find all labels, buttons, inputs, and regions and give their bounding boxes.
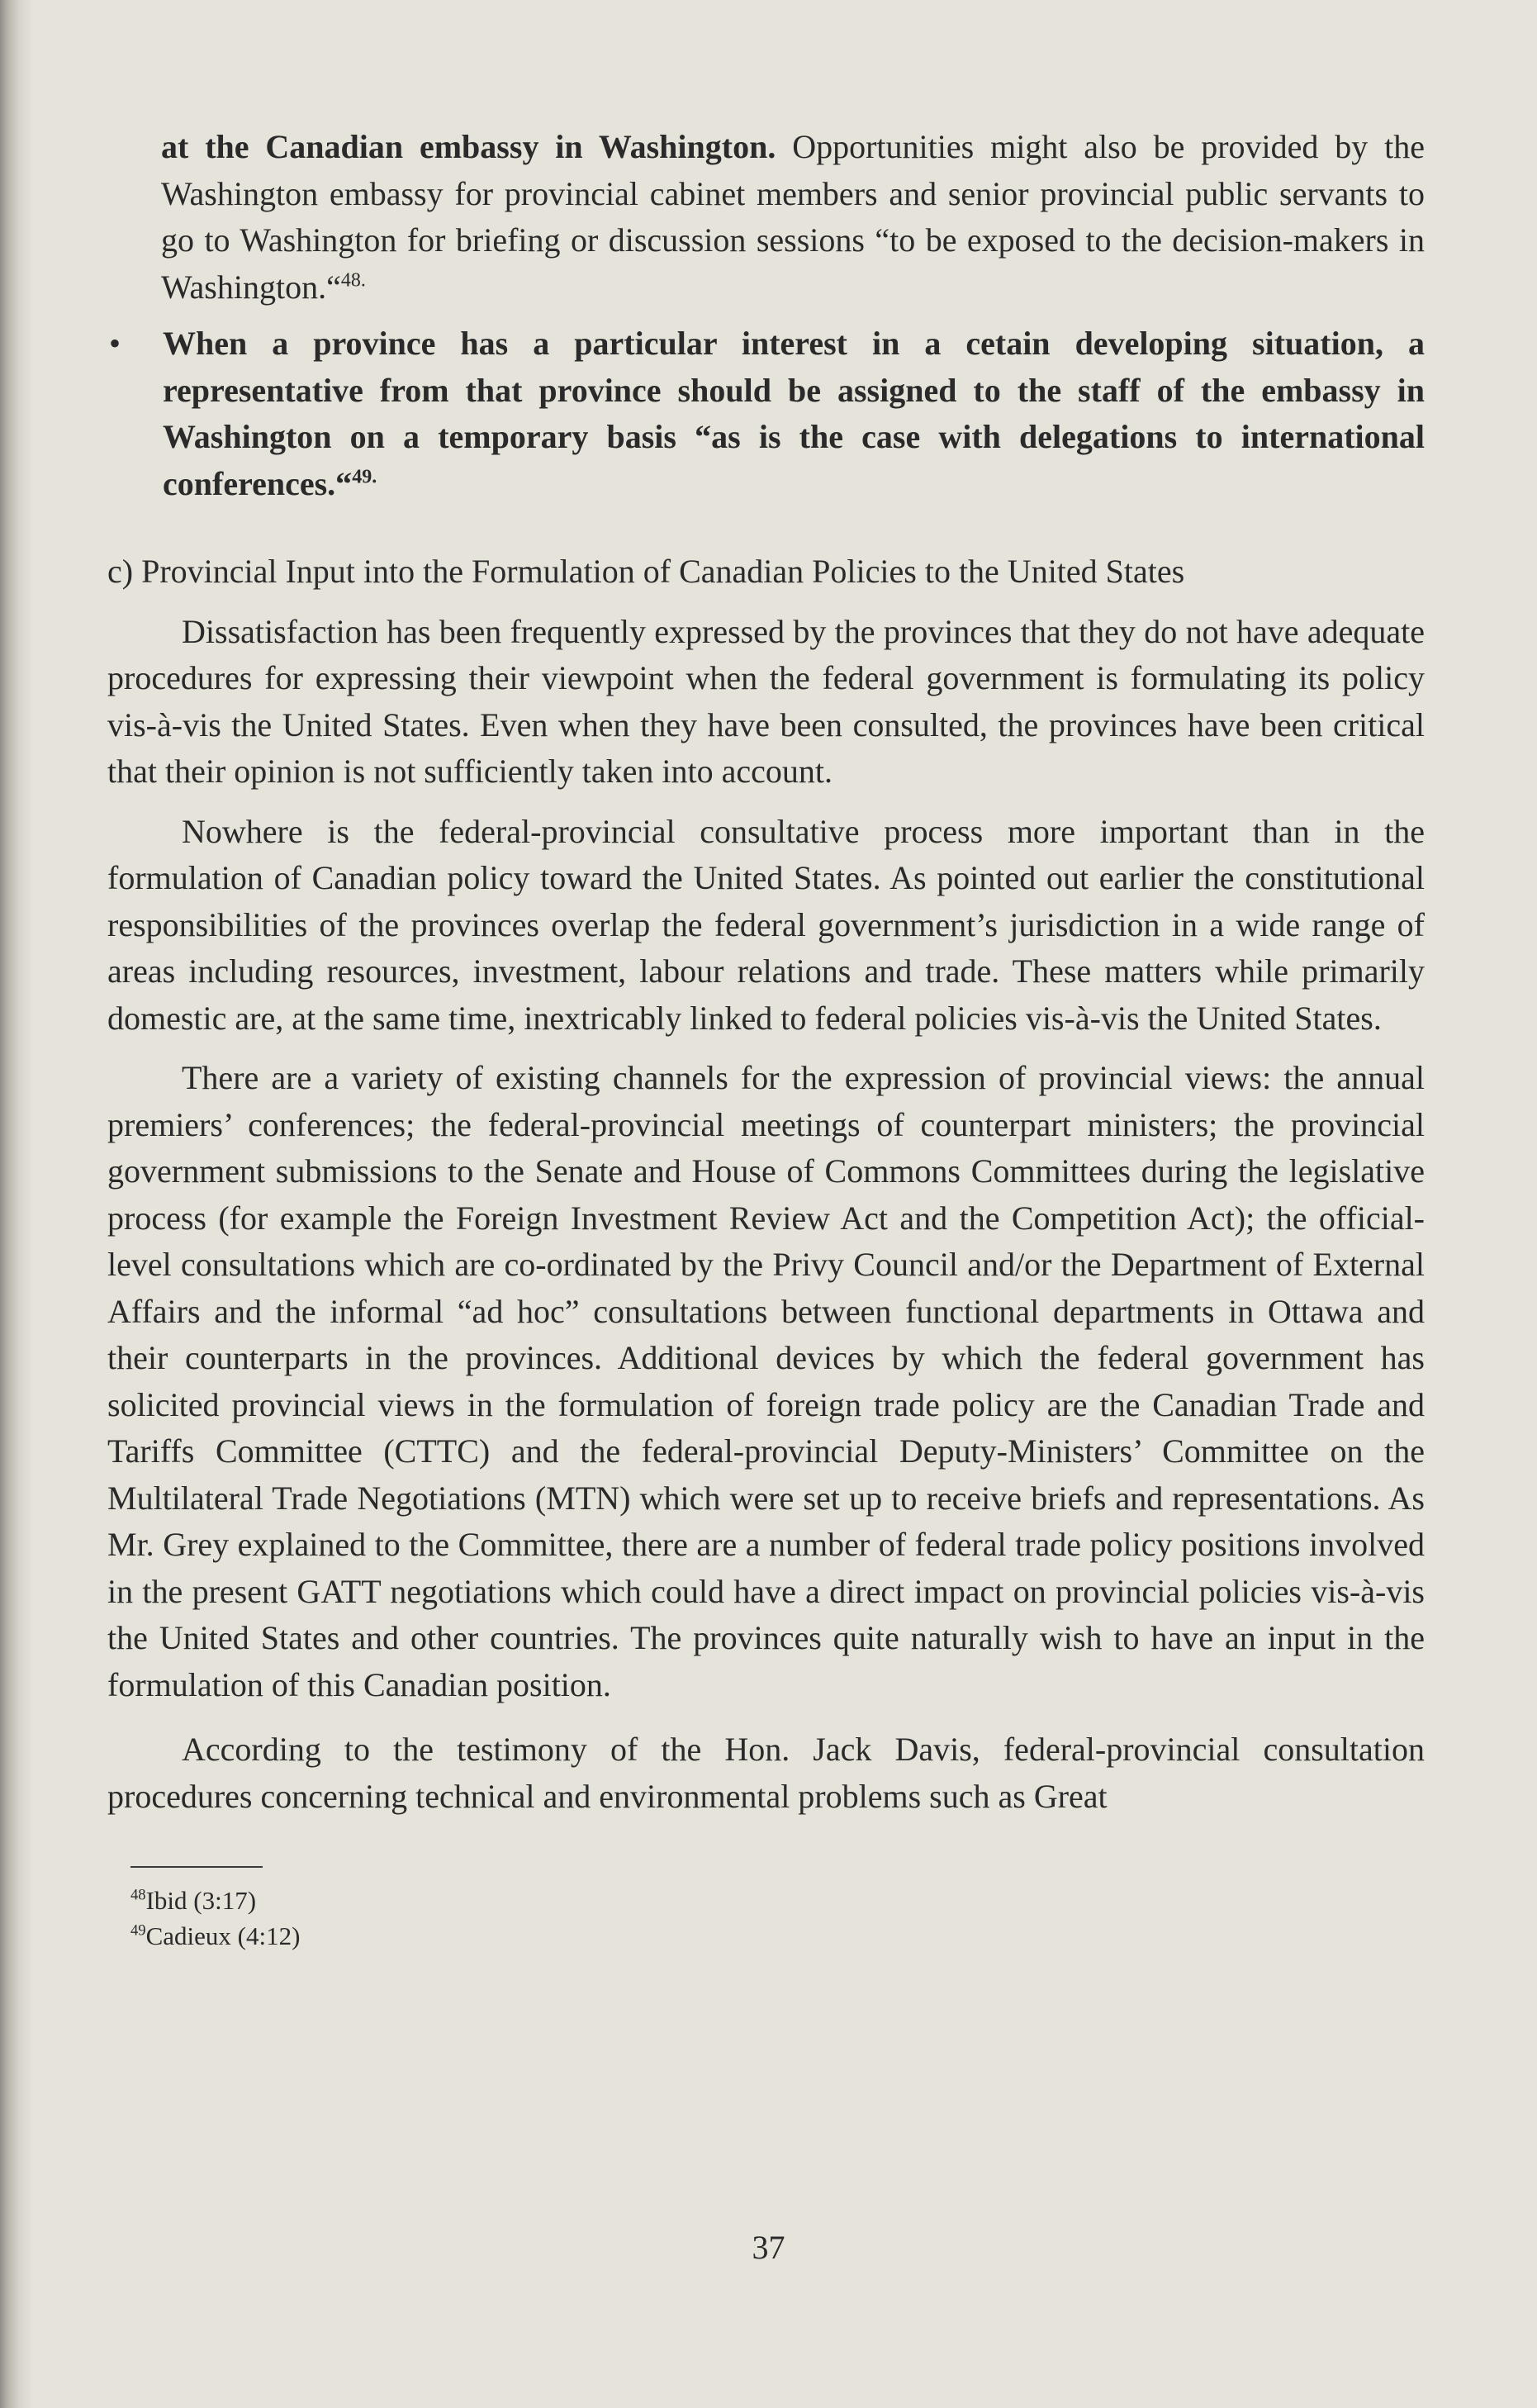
bullet-item [107,321,1425,507]
footnote-divider [130,1866,263,1868]
footnote-ref-49: 49. [352,466,377,488]
footnote-49 [130,1918,1425,1954]
page-number: 37 [752,2229,785,2266]
continuation-paragraph [161,124,1425,311]
continuation-bold-lead: at the Canadian embassy in Washington. [161,128,776,165]
paragraph-4: According to the testimony of the Hon. Jack Davis, federal-provincial consultation procedures concerning technical and environmental problems such as Great [107,1731,1425,1815]
page-spine-shadow [0,0,33,2408]
footnote-marker-48: 48 [130,1886,146,1904]
bullet-text [163,321,1425,507]
bullet-body: When a province has a particular interest in a cetain developing situation, a representative from that province should be assigned to the staff of the embassy in Washington on a temporary basis “as is the case with delegations to international conferences.“ [163,325,1425,502]
footnote-48 [130,1883,1425,1918]
paragraph-1: Dissatisfaction has been frequently expressed by the provinces that they do not have adequate procedures for expressing their viewpoint when the federal government is formulating its policy vis-à-vis the United States. Even when they have been consulted, the provinces have been critical that their opinion is not sufficiently taken into account. [107,612,1425,790]
footnote-ref-48: 48. [340,269,366,292]
bullet-icon: • [109,325,121,362]
footnote-text-49: Cadieux (4:12) [145,1921,301,1950]
footnote-text-48: Ibid (3:17) [145,1886,257,1915]
continuation-text: Opportunities might also be provided by the Washington embassy for provincial cabinet members and senior provincial public servants to go to Washington for briefing or discussion sessions “to be exposed to the decision-makers in Washington.“ [161,128,1426,306]
document-page [107,124,1425,1954]
paragraph-2: Nowhere is the federal-provincial consultative process more important than in the formulation of Canadian policy toward the United States. As pointed out earlier the constitutional responsibilities of the provinces overlap the federal government’s jurisdiction in a wide range of areas including resources, investment, labour relations and trade. These matters while primarily domestic are, at the same time, inextricably linked to federal policies vis-à-vis the United States. [107,812,1425,1037]
footnote-marker-49: 49 [130,1921,146,1940]
section-heading: c) Provincial Input into the Formulation of Canadian Policies to the United States [107,553,1185,590]
paragraph-3: There are a variety of existing channels for the expression of provincial views: the annual premiers’ conferences; the federal-provincial meetings of counterpart ministers; the provincial government submissions to the Senate and House of Commons Committees during the legislative process (for example the Foreign Investment Review Act and the Competition Act); the official-level consultations which are co-ordinated by the Privy Council and/or the Department of External Affairs and the informal “ad hoc” consultations between functional departments in Ottawa and their counterparts in the provinces. Additional devices by which the federal government has solicited provincial views in the formulation of foreign trade policy are the Canadian Trade and Tariffs Committee (CTTC) and the federal-provincial Deputy-Ministers’ Committee on the Multilateral Trade Negotiations (MTN) which were set up to receive briefs and representations. As Mr. Grey explained to the Committee, there are a number of federal trade policy positions involved in the present GATT negotiations which could have a direct impact on provincial policies vis-à-vis the United States and other countries. The provinces quite naturally wish to have an input in the formulation of this Canadian position. [107,1059,1425,1703]
